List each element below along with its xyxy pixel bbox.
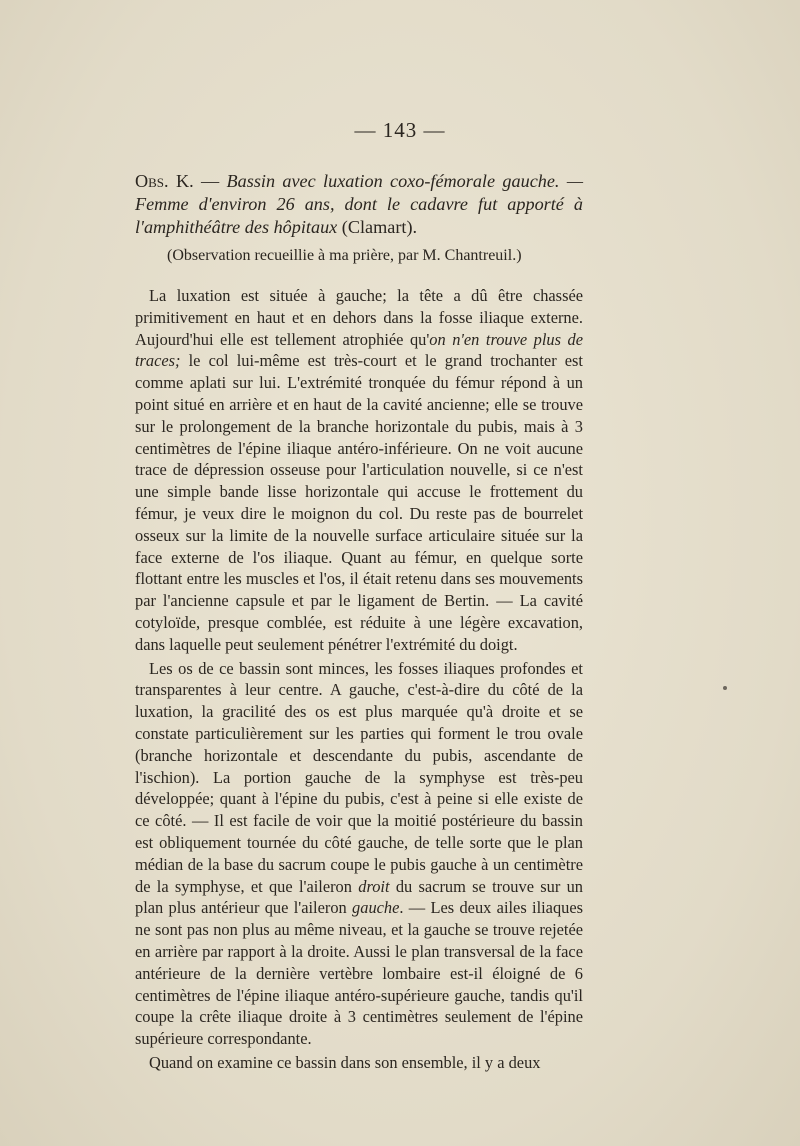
text-body — [135, 170, 583, 1074]
page-number: — 143 — — [354, 118, 446, 142]
paragraph-1-b: le col lui-même est très-court et le grand trochanter est comme aplati sur lui. L'extrémité tronquée du fémur répond à un point situé en arrière et en haut de la cavité ancienne; elle se trouve sur le prolongement de la branche horizontale du pubis, mais à 3 centimètres de l'épine iliaque antéro-inférieure. On ne voit aucune trace de dépression osseuse pour l'articulation nouvelle, si ce n'est une simple bande lisse horizontale qui accuse le frottement du fémur, je veux dire le moignon du col. Du reste pas de bourrelet osseux sur la limite de la nouvelle surface articulaire située sur la face externe de l'os iliaque. Quant au fémur, en quelque sorte flottant entre les muscles et l'os, il était retenu dans ses mouvements par l'ancienne capsule et par le ligament de Bertin. — La cavité cotyloïde, presque comblée, est réduite à une légère excavation, dans laquelle peut seulement pénétrer l'extrémité du doigt. — [135, 351, 583, 654]
observation-dash: — — [193, 171, 227, 191]
paragraph-2-a: Les os de ce bassin sont minces, les fosses iliaques profondes et transparentes à leur centre. A gauche, c'est-à-dire du côté de la luxation, la gracilité des os est plus marquée qu'à droite et se constate particulièrement sur les parties qui forment le trou ovale (branche horizontale et descendante du pubis, ascendante de l'ischion). La portion gauche de la symphyse est très-peu développée; quant à l'épine du pubis, c'est à peine si elle existe de ce côté. — Il est facile de voir que la moitié postérieure du bassin est obliquement tournée du côté gauche, de telle sorte que le plan médian de la base du sacrum coupe le pubis gauche à un centimètre de la symphyse, et que l'aileron — [135, 658, 583, 896]
paragraph-2-emphasis-droit: droit — [358, 876, 390, 896]
observation-heading — [135, 170, 583, 239]
observation-note: (Observation recueillie à ma prière, par M. Chantreuil.) — [167, 247, 522, 264]
paragraph-3: Quand on examine ce bassin dans son ensemble, il y a deux — [149, 1052, 541, 1072]
observation-title: Bassin avec luxation coxo-fémorale gauche. — Femme d'environ 26 ans, dont le cadavre fut apporté à l'amphithéâtre des hôpitaux — [135, 171, 584, 237]
paragraph-1-a: La luxation est située à gauche; la tête a dû être chassée primitivement en haut et en dehors dans la fosse iliaque externe. Aujourd'hui elle est tellement atrophiée qu' — [135, 286, 583, 349]
paragraph-2-emphasis-gauche: gauche — [352, 898, 400, 918]
observation-place: (Clamart). — [337, 217, 418, 237]
observation-label: Obs. K. — [135, 171, 194, 191]
paragraph-2 — [135, 658, 583, 1050]
paragraph-1 — [135, 285, 583, 656]
paragraph-2-c: . — Les deux ailes iliaques ne sont pas non plus au même niveau, et la gauche se trouve rejetée en arrière par rapport à la droite. Aussi le plan transversal de la face antérieure de la dernière vertèbre lombaire est-il éloigné de 6 centimètres de l'épine iliaque antéro-supérieure gauche, tandis qu'il coupe la crête iliaque droite à 3 centimètres seulement de l'épine supérieure correspondante. — [135, 898, 583, 1049]
paragraph-1-emphasis: on n'en trouve plus de traces; — [135, 329, 583, 371]
ink-speck — [723, 686, 727, 690]
paragraph-2-b: du sacrum se trouve sur un plan plus antérieur que l'aileron — [135, 876, 583, 918]
